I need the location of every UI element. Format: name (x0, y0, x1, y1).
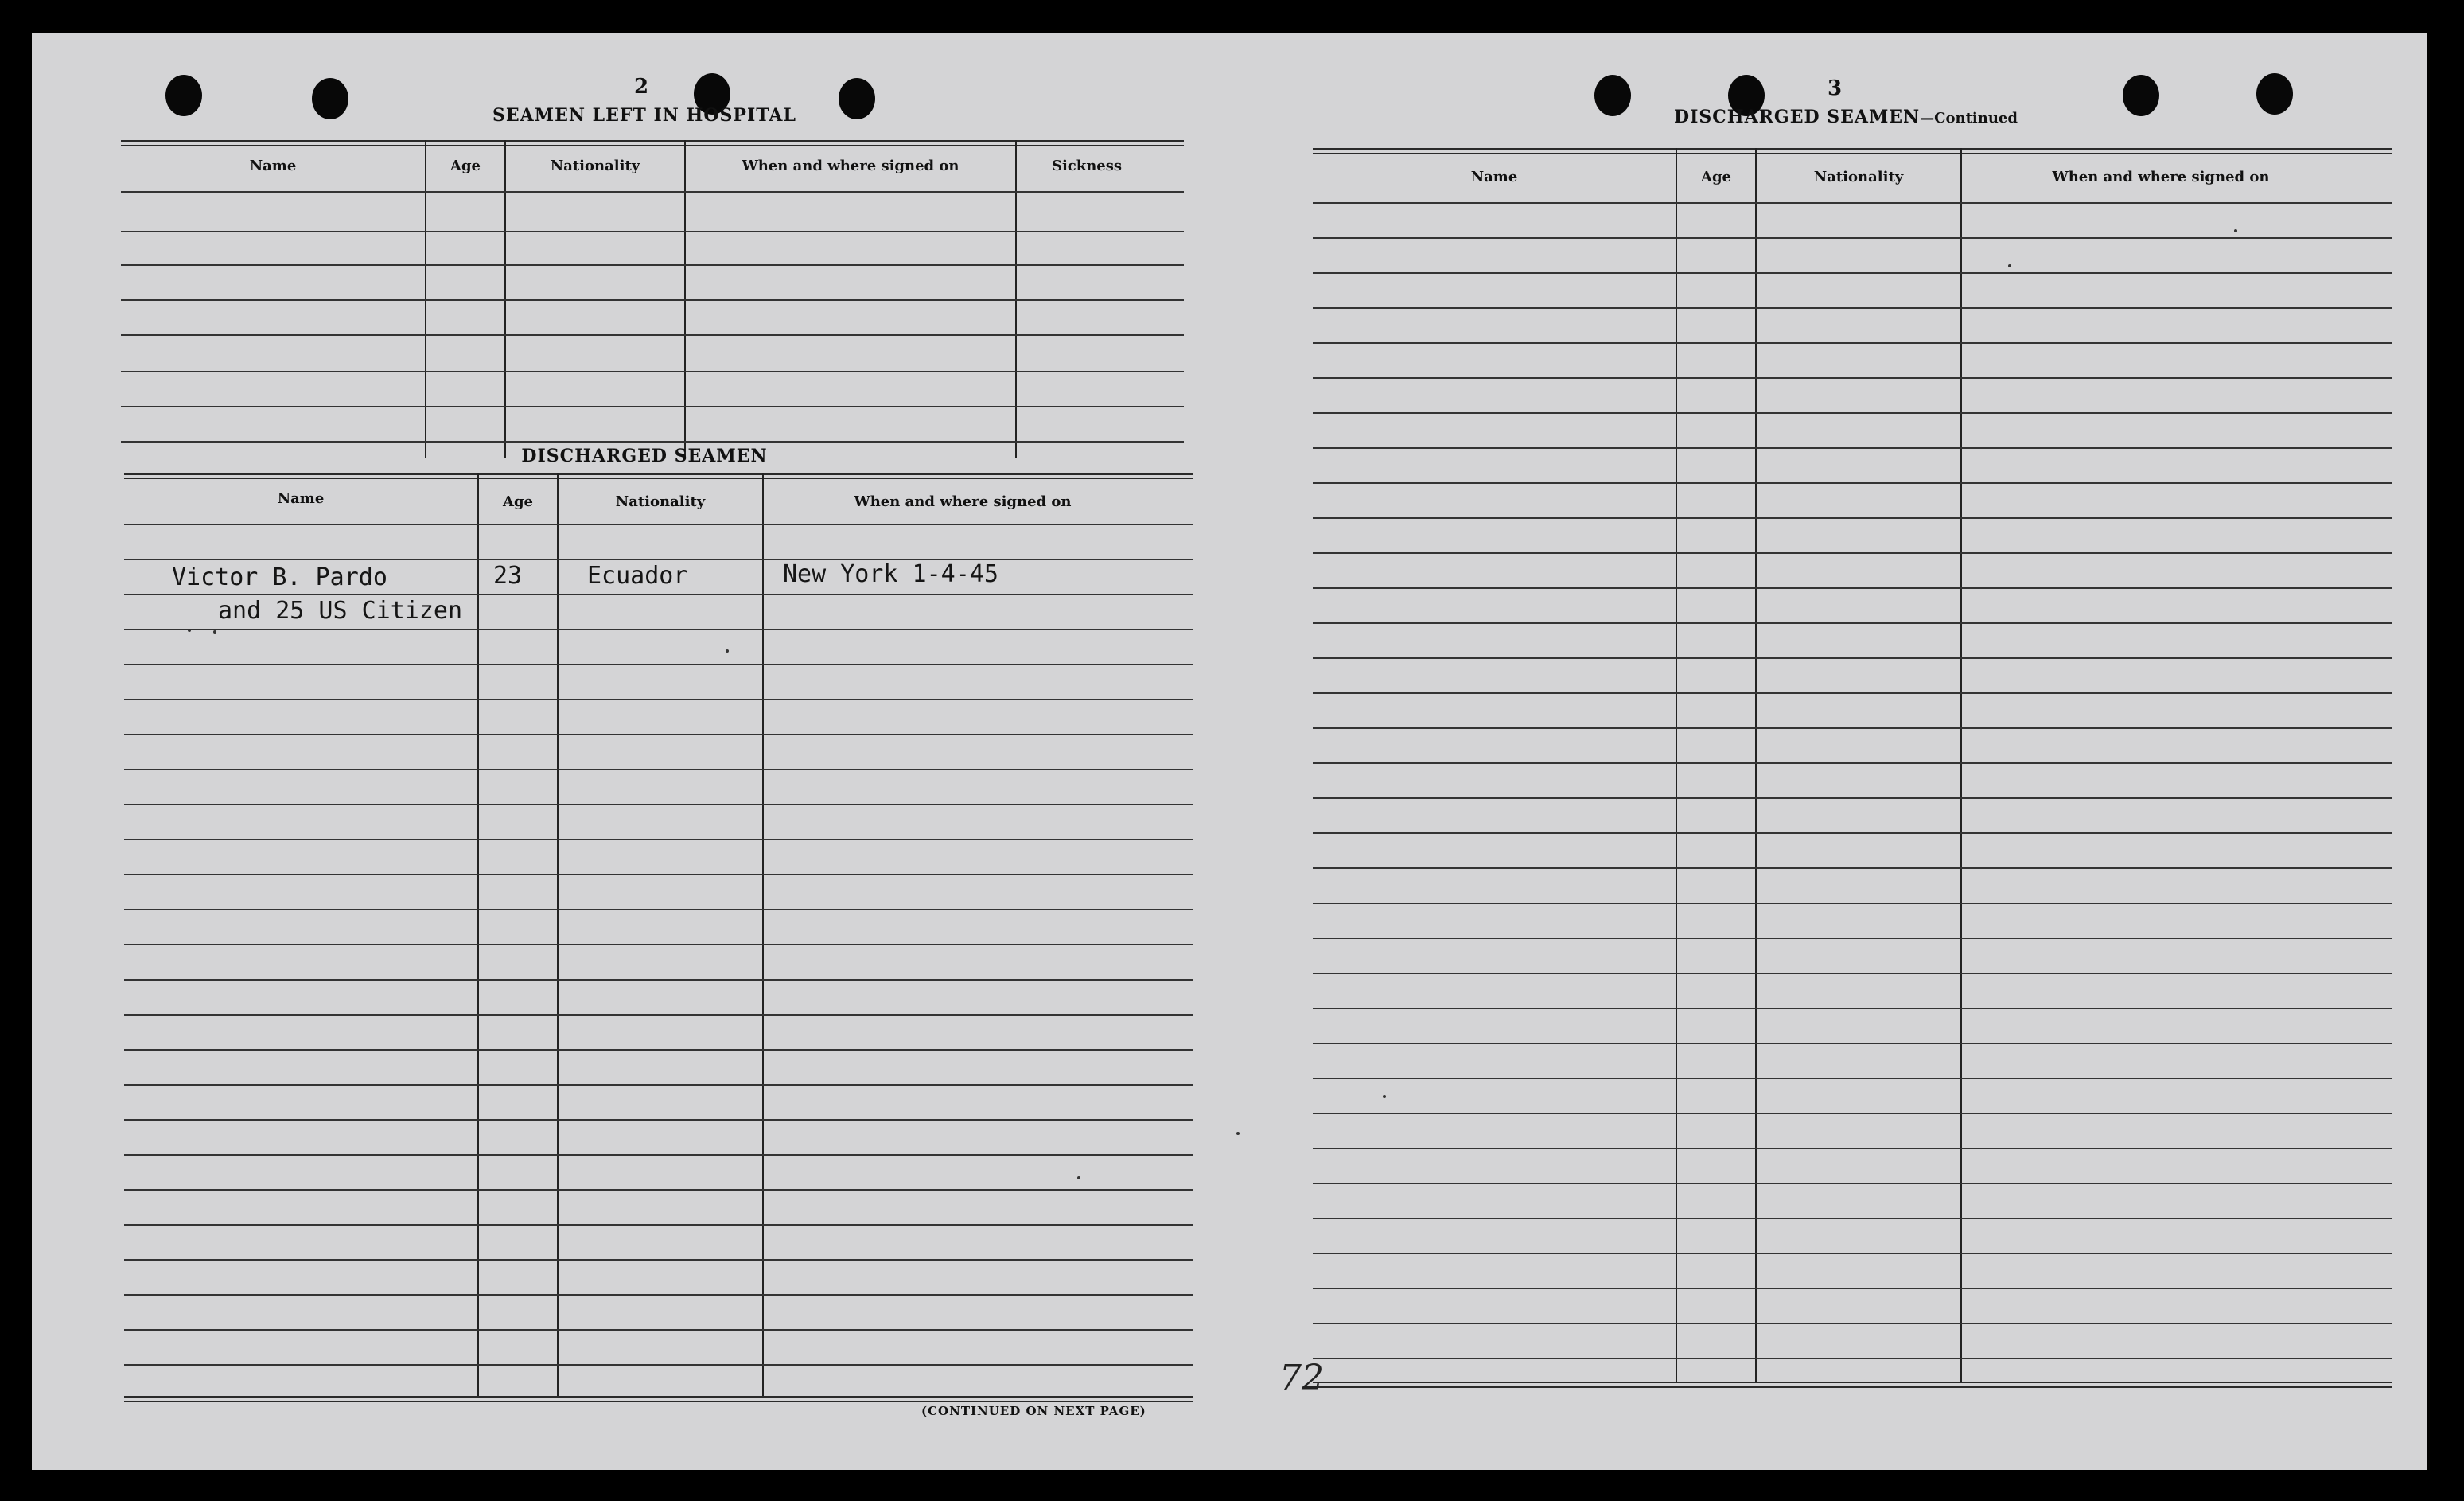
hospital-table (121, 140, 1184, 458)
punch-hole (2123, 75, 2159, 116)
speck (1236, 1132, 1240, 1135)
speck (188, 629, 191, 632)
speck (726, 649, 729, 653)
discharged-col-nationality: Nationality (615, 493, 706, 510)
discharged-col-age: Age (502, 493, 533, 510)
right-page-number: 3 (1827, 76, 1843, 100)
punch-hole (2256, 73, 2293, 115)
hospital-section-title: SEAMEN LEFT IN HOSPITAL (492, 105, 796, 126)
speck (2008, 264, 2011, 267)
hospital-col-name: Name (249, 158, 297, 174)
discharged-col-signed-on: When and where signed on (854, 493, 1072, 510)
seaman-signed-on: New York 1-4-45 (783, 560, 998, 588)
discharged-continued-table (1313, 148, 2392, 1442)
discharged-col-name: Name (277, 490, 325, 507)
hospital-col-nationality: Nationality (550, 158, 640, 174)
speck (2234, 229, 2237, 232)
continued-col-signed-on: When and where signed on (2052, 169, 2270, 185)
continued-col-age: Age (1700, 169, 1731, 185)
speck (1383, 1095, 1386, 1098)
hospital-col-signed-on: When and where signed on (742, 158, 960, 174)
seaman-age: 23 (493, 562, 523, 590)
seaman-note: and 25 US Citizen (218, 597, 463, 625)
continued-section-title: DISCHARGED SEAMEN—Continued (1674, 107, 2018, 127)
discharged-table (124, 473, 1193, 1409)
discharged-section-title: DISCHARGED SEAMEN (521, 446, 768, 466)
document-sheet (32, 33, 2427, 1470)
left-page-number: 2 (633, 75, 649, 99)
hospital-col-age: Age (450, 158, 481, 174)
seaman-nationality: Ecuador (587, 562, 688, 590)
hospital-col-sickness: Sickness (1051, 158, 1123, 174)
pencil-page-note: 72 (1279, 1358, 1324, 1398)
speck (1077, 1176, 1080, 1179)
seaman-name: Victor B. Pardo (172, 563, 387, 591)
table-row (172, 563, 387, 591)
continued-col-name: Name (1470, 169, 1518, 185)
punch-hole (165, 75, 202, 116)
speck (213, 630, 216, 634)
punch-hole (312, 78, 348, 119)
punch-hole (839, 78, 875, 119)
continued-col-nationality: Nationality (1813, 169, 1904, 185)
continued-footer: (CONTINUED ON NEXT PAGE) (921, 1404, 1146, 1418)
